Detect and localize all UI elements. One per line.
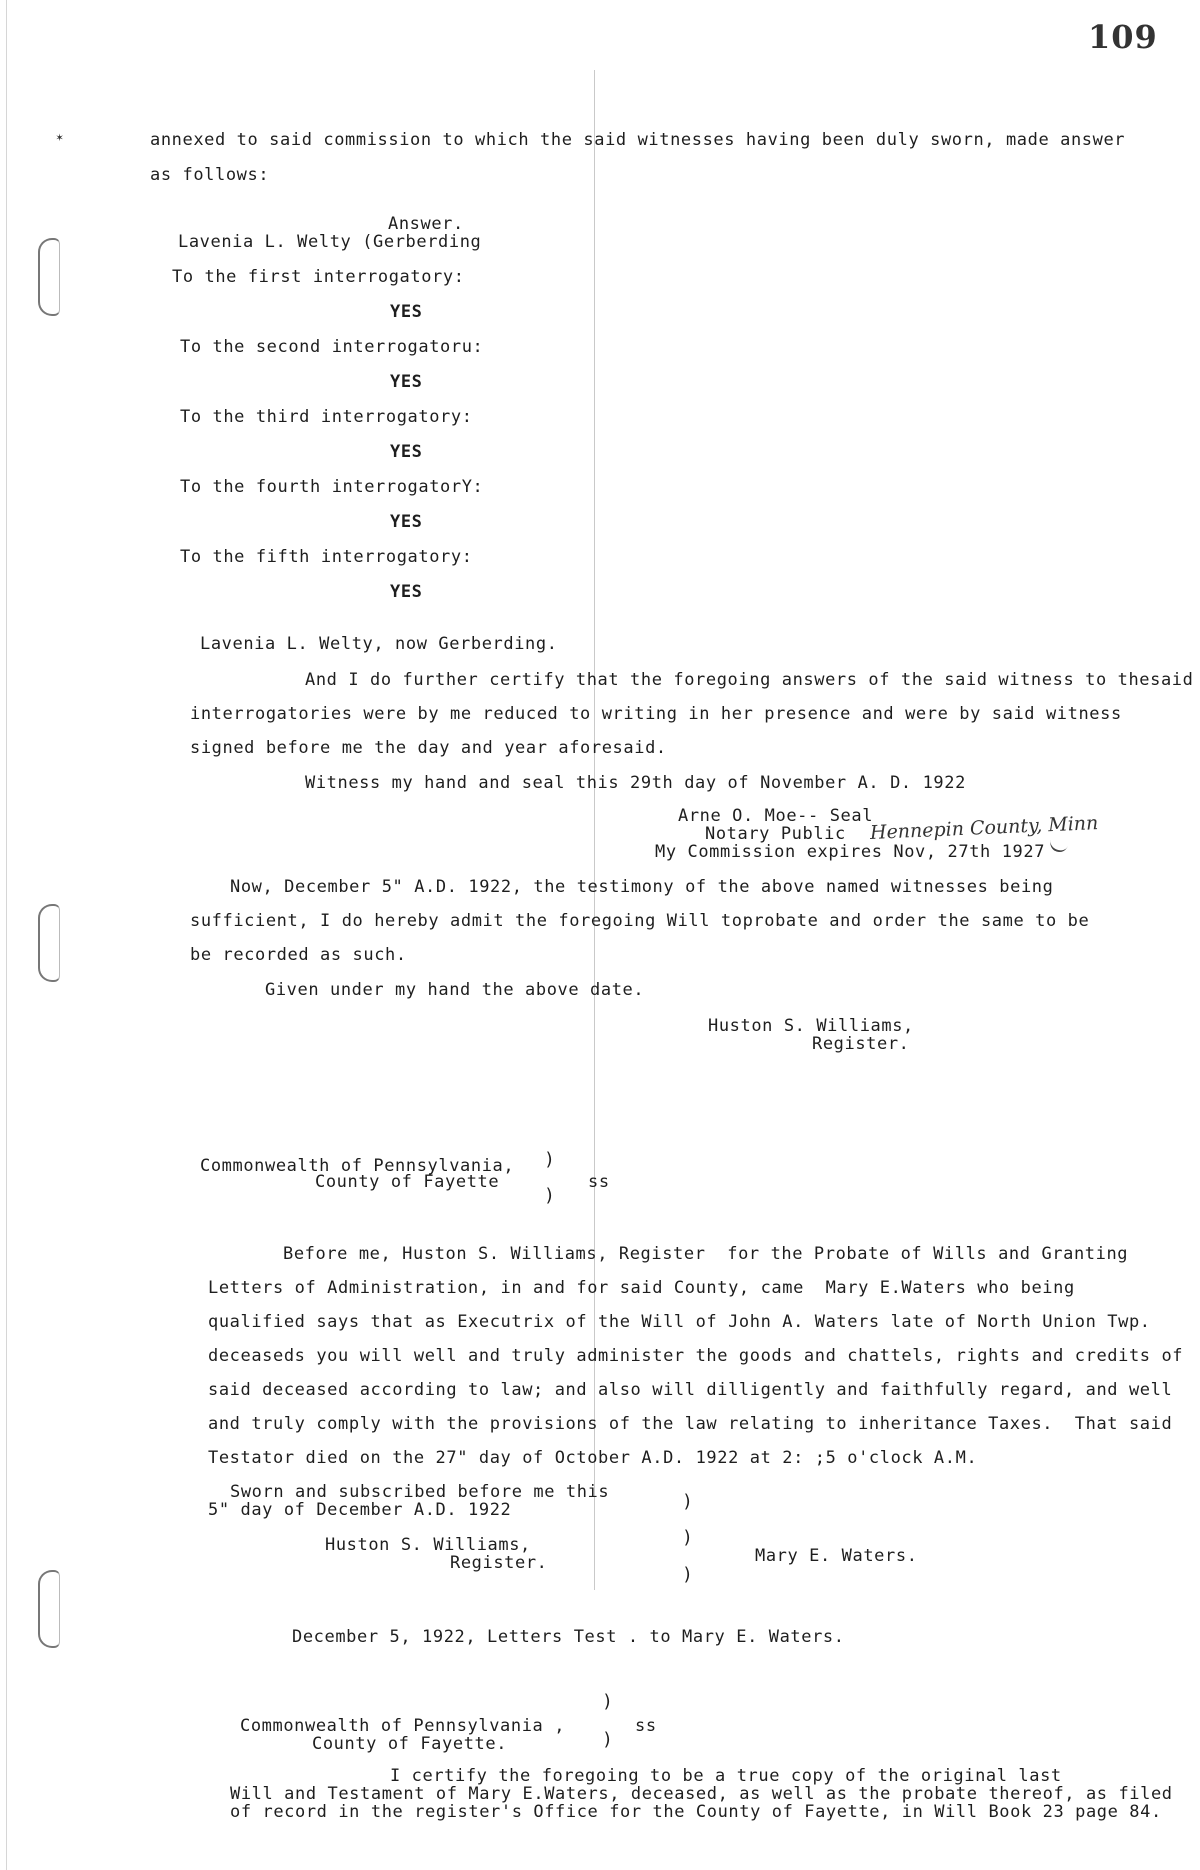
executrix-signature: Mary E. Waters.: [755, 1546, 918, 1566]
interrogatory-answer: YES: [390, 582, 423, 602]
commonwealth-heading: Commonwealth of Pennsylvania,: [200, 1156, 515, 1176]
bracket-mark: ): [682, 1491, 693, 1512]
register-name: Huston S. Williams,: [708, 1016, 914, 1036]
interrogatory-answer: YES: [390, 302, 423, 322]
certificate-line: interrogatories were by me reduced to writing in her presence and were by said witness: [190, 704, 1122, 724]
body-line: annexed to said commission to which the said witnesses having been duly sworn, made answer: [150, 130, 1126, 150]
probate-line: sufficient, I do hereby admit the foregoing Will toprobate and order the same to be: [190, 911, 1090, 931]
margin-mark: ✶: [56, 130, 64, 144]
register-name: Huston S. Williams,: [325, 1535, 531, 1555]
certificate-line: And I do further certify that the foregoing answers of the said witness to thesaid: [305, 670, 1194, 690]
final-certificate-line: Will and Testament of Mary E.Waters, deceased, as well as the probate thereof, as filed: [230, 1784, 1173, 1804]
notary-name: Arne O. Moe-- Seal: [678, 806, 874, 826]
sworn-line: Sworn and subscribed before me this: [230, 1482, 610, 1502]
binder-hole: [38, 1570, 60, 1648]
handwritten-flourish: [1048, 833, 1070, 854]
interrogatory-answer: YES: [390, 442, 423, 462]
page-number: 109: [1088, 18, 1158, 56]
interrogatory-answer: YES: [390, 372, 423, 392]
binder-hole: [38, 238, 60, 316]
oath-line: said deceased according to law; and also will dilligently and faithfully regard, and well: [208, 1380, 1173, 1400]
page-edge: [6, 0, 7, 1870]
interrogatory-question: To the third interrogatory:: [180, 407, 473, 427]
probate-line: be recorded as such.: [190, 945, 407, 965]
notary-commission: My Commission expires Nov, 27th 1927: [655, 842, 1046, 862]
witness-signature: Lavenia L. Welty, now Gerberding.: [200, 634, 558, 654]
final-certificate-line: of record in the register's Office for the County of Fayette, in Will Book 23 page 84.: [230, 1802, 1162, 1822]
oath-line: and truly comply with the provisions of the law relating to inheritance Taxes. That said: [208, 1414, 1173, 1434]
ss-mark: ss: [635, 1716, 657, 1736]
register-title: Register.: [450, 1553, 548, 1573]
interrogatory-question: To the fourth interrogatorY:: [180, 477, 484, 497]
county-heading: County of Fayette.: [312, 1734, 508, 1754]
sworn-line: 5" day of December A.D. 1922: [208, 1500, 512, 1520]
interrogatory-question: To the first interrogatory:: [172, 267, 465, 287]
oath-line: qualified says that as Executrix of the Will of John A. Waters late of North Union Twp.: [208, 1312, 1151, 1332]
bracket-mark: ): [602, 1691, 613, 1712]
notary-handwritten-county: Hennepin County, Minn: [869, 812, 1099, 844]
commonwealth-heading: Commonwealth of Pennsylvania ,: [240, 1716, 566, 1736]
letters-line: December 5, 1922, Letters Test . to Mary E. Waters.: [292, 1627, 845, 1647]
oath-line: Letters of Administration, in and for said County, came Mary E.Waters who being: [208, 1278, 1075, 1298]
answer-heading: Answer.: [388, 214, 464, 234]
bracket-mark: ): [682, 1527, 693, 1548]
oath-line: deceaseds you will well and truly administer the goods and chattels, rights and credits of: [208, 1346, 1184, 1366]
probate-line: Now, December 5" A.D. 1922, the testimony of the above named witnesses being: [230, 877, 1054, 897]
certificate-line: signed before me the day and year aforesaid.: [190, 738, 667, 758]
given-line: Given under my hand the above date.: [265, 980, 645, 1000]
notary-title: Notary Public: [705, 824, 846, 844]
oath-line: Testator died on the 27" day of October A.D. 1922 at 2: ;5 o'clock A.M.: [208, 1448, 978, 1468]
bracket-mark: ): [602, 1729, 613, 1750]
binder-hole: [38, 904, 60, 982]
interrogatory-question: To the second interrogatoru:: [180, 337, 484, 357]
body-line: as follows:: [150, 165, 270, 185]
interrogatory-question: To the fifth interrogatory:: [180, 547, 473, 567]
witness-name: Lavenia L. Welty (Gerberding: [178, 232, 482, 252]
bracket-mark: ): [544, 1149, 555, 1170]
ss-mark: ss: [588, 1172, 610, 1192]
bracket-mark: ): [544, 1185, 555, 1206]
witness-hand-line: Witness my hand and seal this 29th day of November A. D. 1922: [305, 773, 966, 793]
oath-line: Before me, Huston S. Williams, Register for the Probate of Wills and Granting: [283, 1244, 1129, 1264]
bracket-mark: ): [682, 1564, 693, 1585]
county-heading: County of Fayette: [315, 1172, 500, 1192]
register-title: Register.: [812, 1034, 910, 1054]
interrogatory-answer: YES: [390, 512, 423, 532]
final-certificate-line: I certify the foregoing to be a true copy of the original last: [390, 1766, 1062, 1786]
